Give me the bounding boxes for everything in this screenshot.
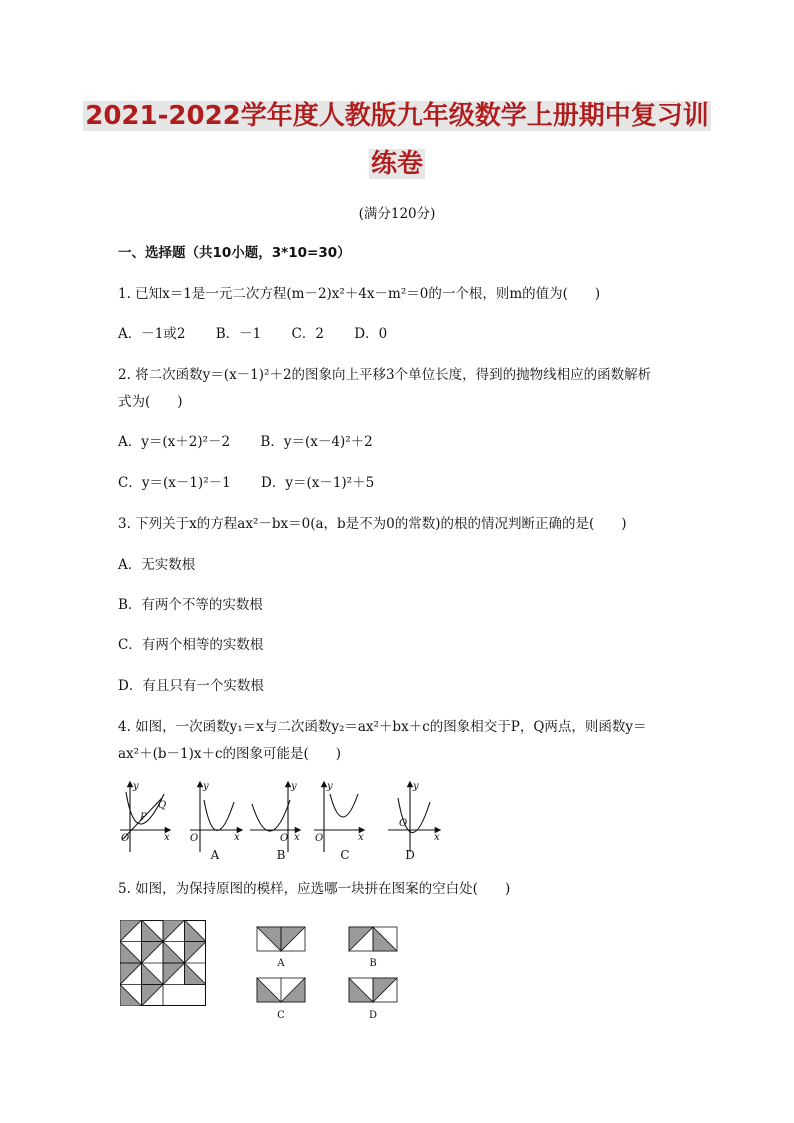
graph-b-y-label: y [291, 781, 297, 792]
q3-option-d: D．有且只有一个实数根 [118, 678, 264, 694]
graph-b-o-label: O [280, 833, 289, 844]
q5-pattern-grid [120, 920, 206, 1006]
q2-option-c: C．y＝(x－1)²－1 [118, 475, 231, 491]
q3-option-b: B．有两个不等的实数根 [118, 597, 263, 613]
q2-option-d: D．y＝(x－1)²＋5 [261, 475, 375, 491]
graph-b-x-label: x [294, 832, 300, 843]
tile-b [349, 927, 397, 951]
q1-option-a: A．－1或2 [118, 326, 186, 342]
given-x-label: x [164, 832, 170, 843]
question-2-stem-line2: 式为( ) [118, 394, 183, 410]
tile-c-label: C [277, 1010, 285, 1021]
graph-c-y-label: y [327, 781, 333, 792]
given-p-label: P [140, 812, 147, 823]
graph-b-caption: B [276, 848, 286, 862]
graph-c-o-label: O [315, 833, 324, 844]
graph-d-x-label: x [434, 832, 440, 843]
tile-d [349, 978, 397, 1002]
graph-c-x-label: x [358, 832, 364, 843]
q3-option-c: C．有两个相等的实数根 [118, 637, 264, 653]
question-1-options [118, 325, 413, 343]
document-title-line1: 2021-2022学年度人教版九年级数学上册期中复习训 [85, 101, 709, 131]
given-o-label: O [121, 833, 130, 844]
graph-b [250, 784, 298, 852]
given-q-label: Q [158, 800, 167, 811]
graph-d [388, 784, 438, 852]
graph-a-caption: A [210, 848, 220, 862]
graph-d-o-label: O [399, 818, 408, 829]
q2-option-a: A．y＝(x＋2)²－2 [118, 434, 231, 450]
tile-a-label: A [277, 958, 285, 969]
q5-choice-tiles [256, 926, 406, 1026]
graph-a-y-label: y [203, 781, 209, 792]
section-heading: 一、选择题（共10小题，3*10=30） [118, 245, 351, 261]
question-3-stem: 3. 下列关于x的方程ax²－bx＝0(a，b是不为0的常数)的根的情况判断正确的是( ) [118, 516, 627, 532]
full-score: (满分120分) [358, 206, 436, 222]
question-4-stem-line2: ax²＋(b－1)x＋c的图象可能是( ) [118, 746, 342, 762]
q4-graphs-figure [118, 780, 448, 865]
question-5-stem: 5. 如图，为保持原图的模样，应选哪一块拼在图案的空白处( ) [118, 881, 511, 897]
q1-option-b: B．－1 [215, 326, 262, 342]
tile-c [257, 978, 305, 1002]
given-y-label: y [133, 781, 139, 792]
question-2-options-row1 [118, 433, 399, 451]
graph-a-x-label: x [234, 832, 240, 843]
q1-option-d: D．0 [354, 326, 388, 342]
tile-d-label: D [368, 1010, 378, 1021]
graph-a-o-label: O [190, 833, 199, 844]
question-4-stem-line1: 4. 如图，一次函数y₁＝x与二次函数y₂＝ax²＋bx＋c的图象相交于P，Q两点，则函数y＝ [118, 719, 647, 735]
q1-option-c: C．2 [291, 326, 324, 342]
question-1-stem: 1. 已知x＝1是一元二次方程(m－2)x²＋4x－m²＝0的一个根，则m的值为( ) [118, 286, 601, 302]
q2-option-b: B．y＝(x－4)²＋2 [260, 434, 373, 450]
graph-c-caption: C [340, 848, 350, 862]
question-2-options-row2 [118, 474, 400, 492]
graph-d-y-label: y [413, 781, 419, 792]
q3-option-a: A．无实数根 [118, 557, 196, 573]
tile-b-label: B [369, 958, 377, 969]
graph-d-caption: D [405, 848, 415, 862]
tile-a [257, 927, 305, 951]
question-2-stem-line1: 2. 将二次函数y＝(x－1)²＋2的图象向上平移3个单位长度，得到的抛物线相应的函数解析 [118, 367, 652, 383]
document-title-line2: 练卷 [370, 149, 423, 179]
